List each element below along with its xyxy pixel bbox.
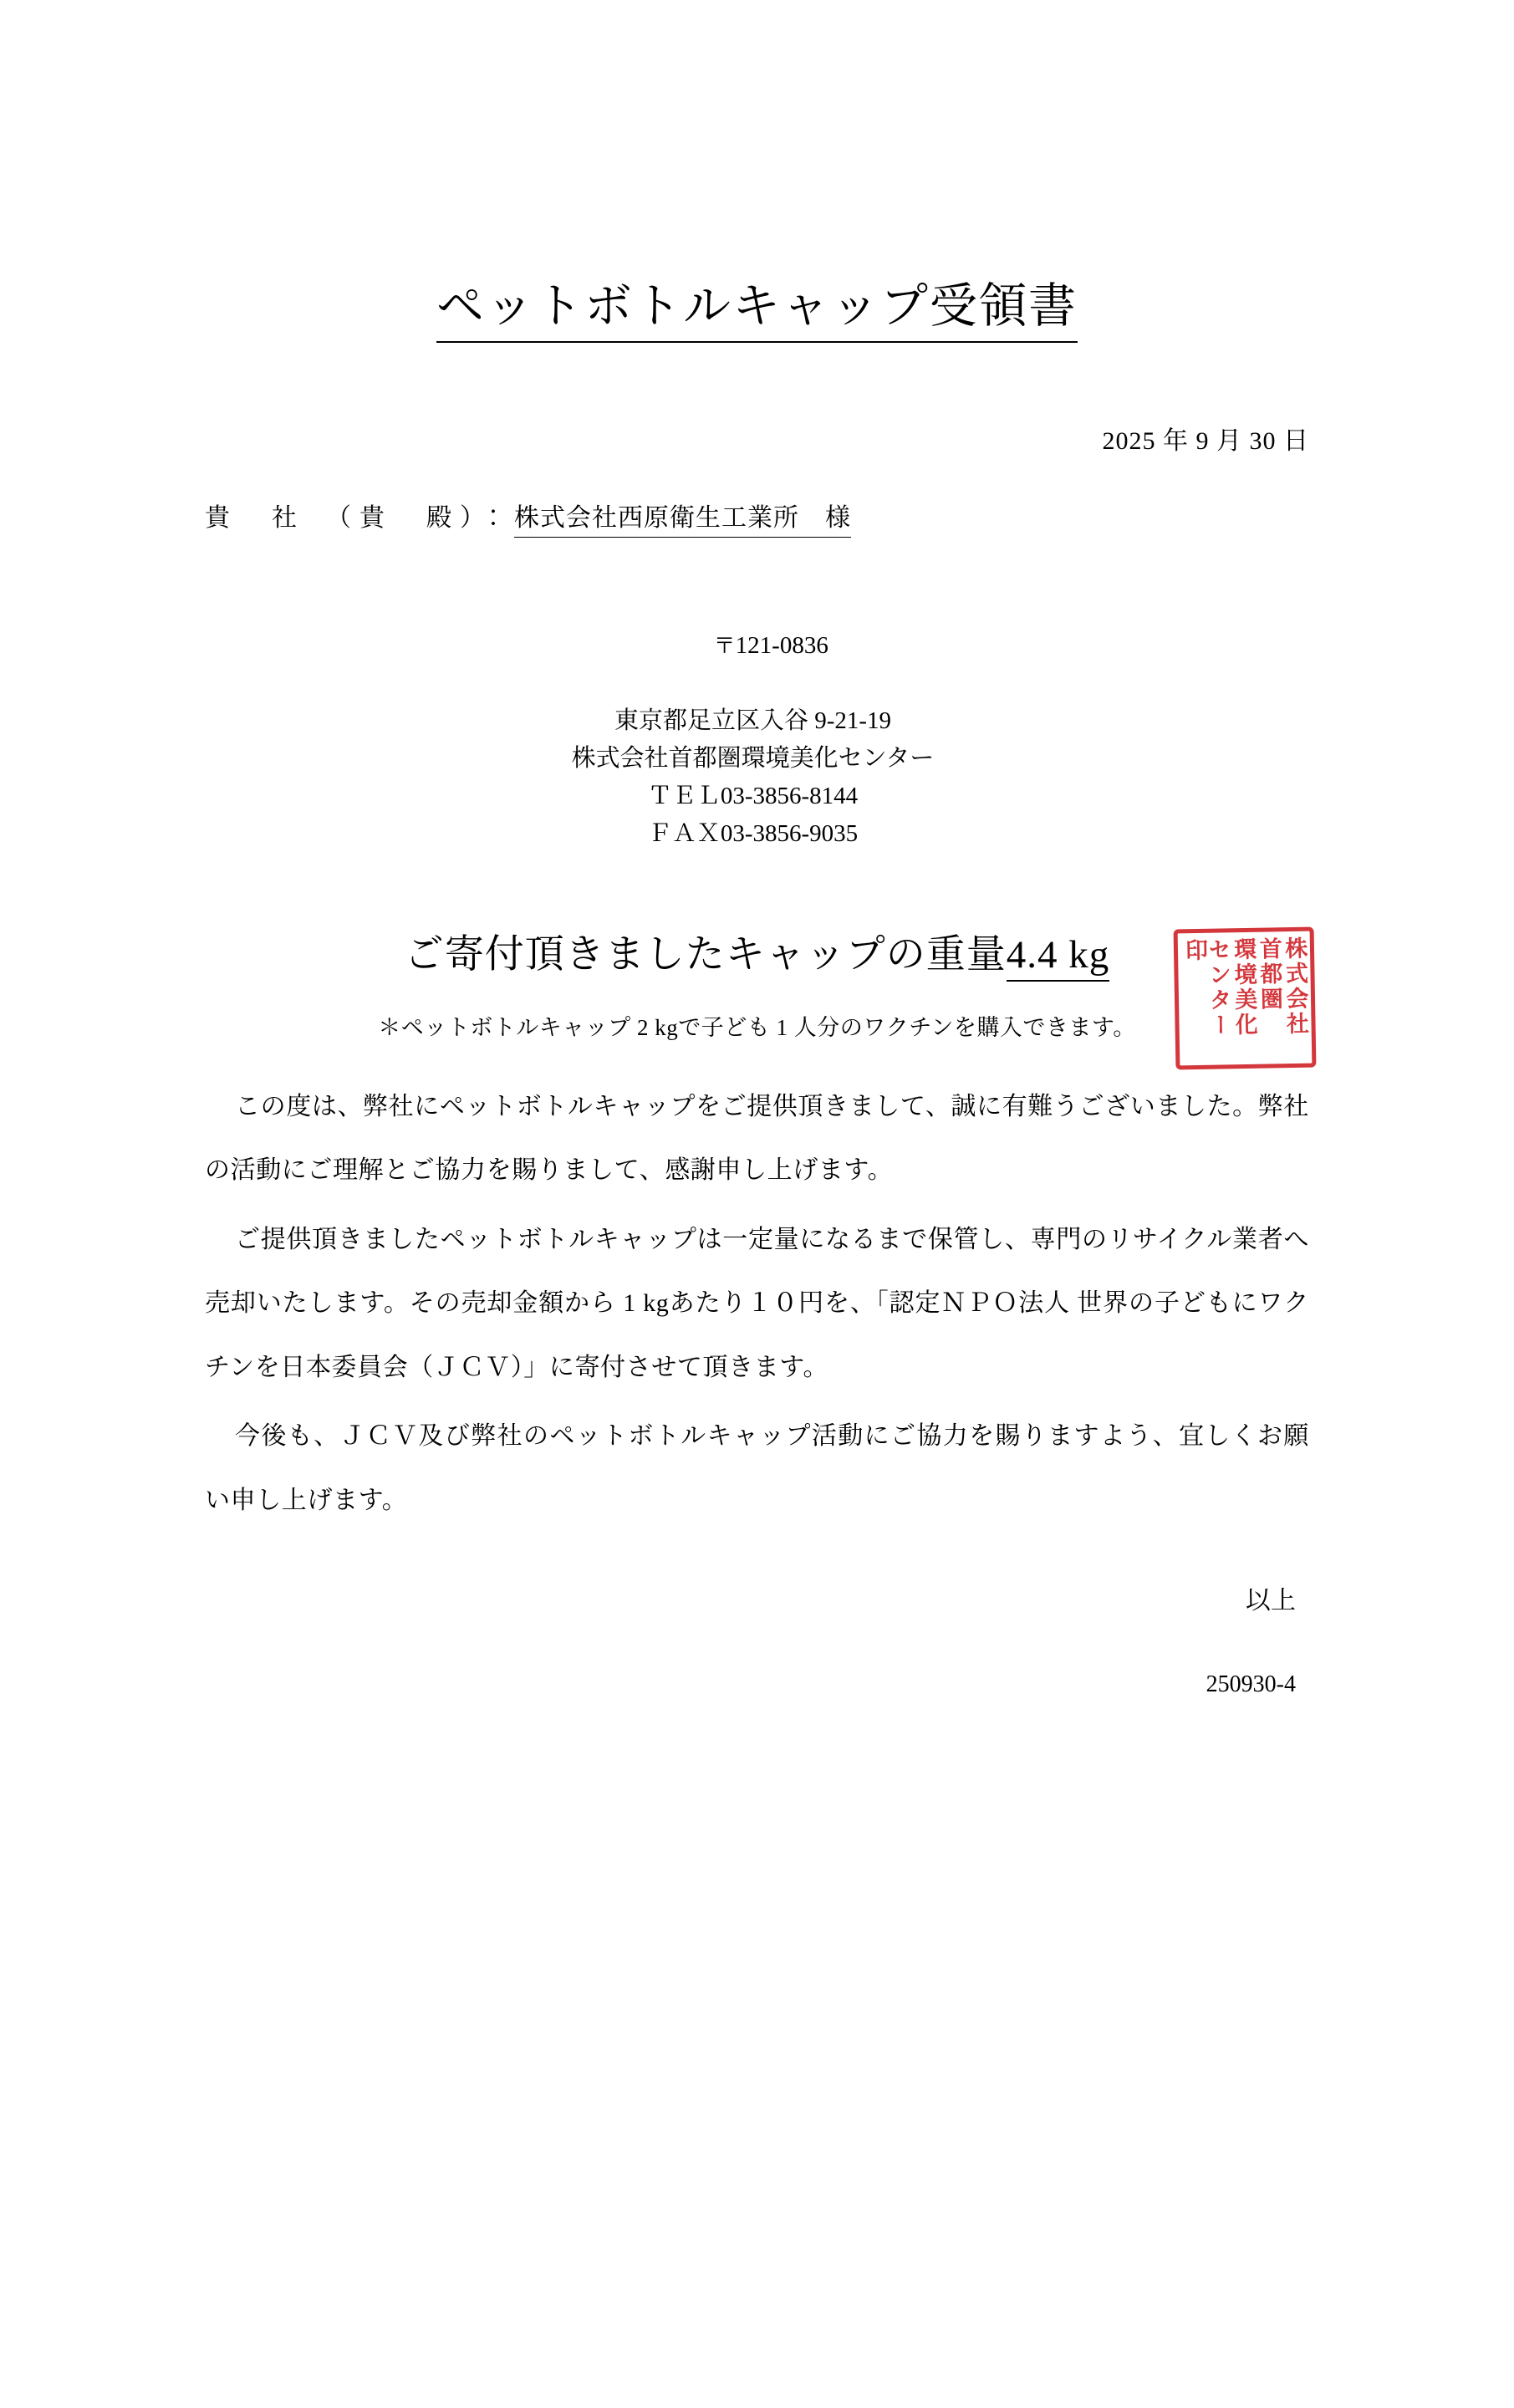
addressee-company: 株式会社西原衛生工業所 様 <box>514 497 851 538</box>
document-date: 2025 年 9 月 30 日 <box>1102 427 1309 455</box>
addressee <box>205 497 1309 538</box>
page-title-text: ペットボトルキャップ受領書 <box>436 280 1078 343</box>
vaccine-note: ＊ペットボトルキャップ 2 kgで子ども 1 人分のワクチンを購入できます。 <box>378 1014 1136 1040</box>
sender-address: 東京都足立区入谷 9-21-19 <box>614 707 892 734</box>
stamp-column-3: 環境美化 <box>1229 936 1258 1038</box>
body-paragraph-1: この度は、弊社にペットボトルキャップをご提供頂きまして、誠に有難うございました。弊社の活動にご理解とご協力を賜りまして、感謝申し上げます。 <box>205 1092 1309 1185</box>
sender-block <box>205 589 1309 853</box>
closing-text: 以上 <box>1246 1587 1296 1615</box>
sender-tel: ＴＥＬ03-3856-8144 <box>647 782 859 809</box>
company-seal-stamp <box>1174 927 1317 1070</box>
donation-weight-value: 4.4 kg <box>1007 933 1110 982</box>
donation-weight-line <box>205 923 1309 979</box>
document-code: 250930-4 <box>1206 1671 1296 1698</box>
postal-mark-icon: 〒 <box>713 633 736 658</box>
stamp-column-1: 株式会社 <box>1281 936 1309 1038</box>
stamp-column-4: センター印 <box>1180 937 1232 1038</box>
donation-weight-label: ご寄付頂きましたキャップの重量 <box>404 932 1007 977</box>
addressee-label: 貴 社 （貴 殿）： <box>205 504 514 532</box>
sender-postal-code: 121-0836 <box>735 631 828 659</box>
stamp-column-2: 首都圏 <box>1255 936 1283 1013</box>
body-paragraph-3: 今後も、ＪＣＶ及び弊社のペットボトルキャップ活動にご協力を賜りますよう、宜しくお願い申し上げます。 <box>205 1422 1309 1514</box>
document-page <box>0 268 1514 2408</box>
sender-company: 株式会社首都圏環境美化センター <box>571 744 935 772</box>
page-title <box>205 268 1309 336</box>
sender-postal <box>205 589 1301 702</box>
body-text <box>205 1075 1309 1533</box>
body-paragraph-2: ご提供頂きましたペットボトルキャップは一定量になるまで保管し、専門のリサイクル業者へ売却いたします。その売却金額から 1 kgあたり１０円を、「認定ＮＰＯ法人 世界の子どもにワクチンを日本委員会（ＪＣＶ）」に寄付させて頂きます。 <box>205 1225 1309 1381</box>
sender-fax: ＦＡＸ03-3856-9035 <box>647 819 859 847</box>
